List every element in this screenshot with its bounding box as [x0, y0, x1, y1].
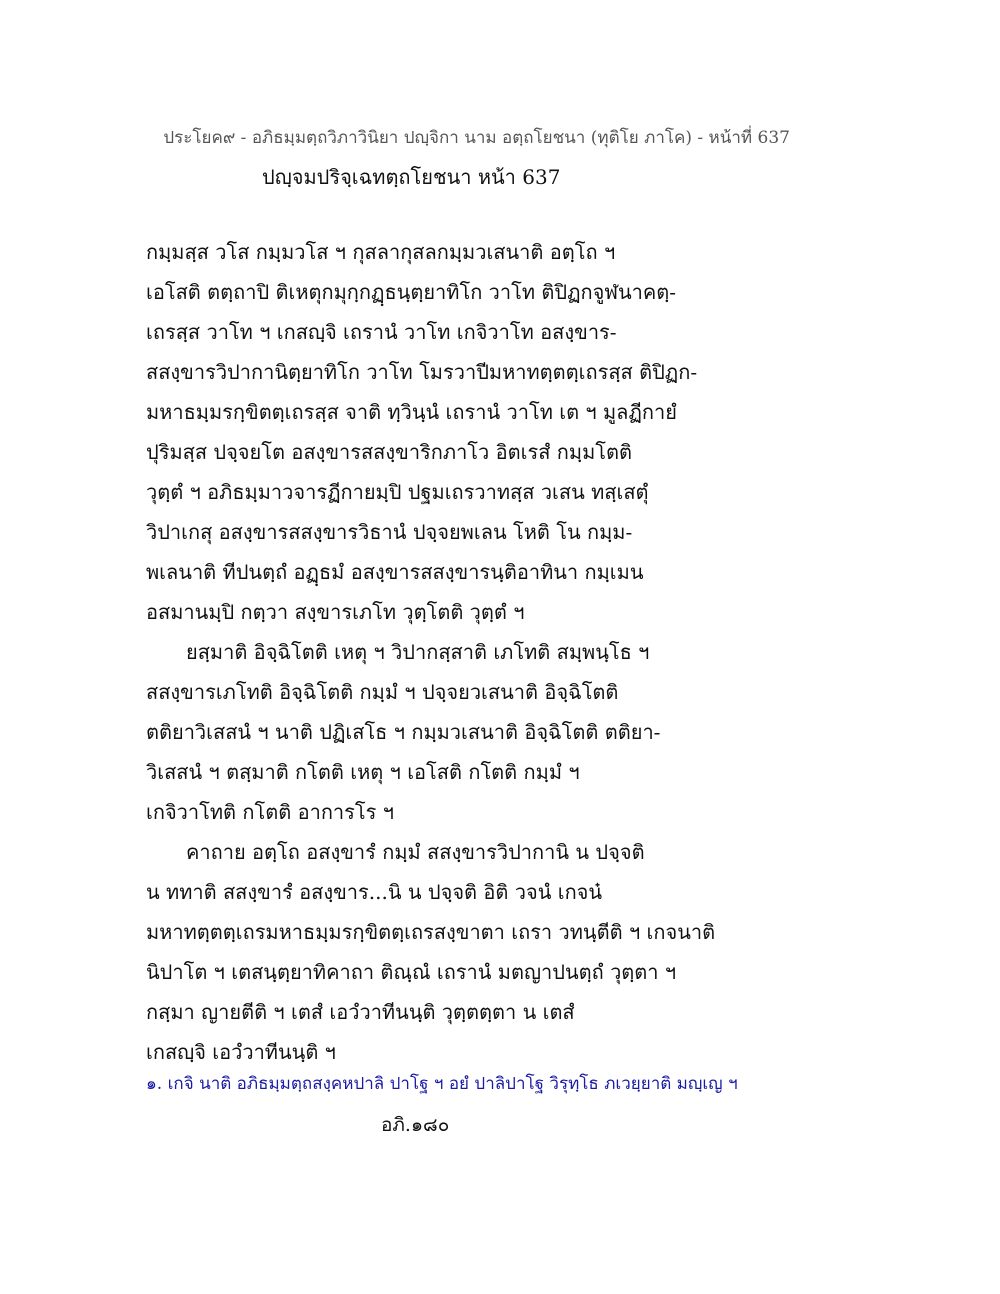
- body-line: เกสญฺจิ เอวํวาทีนนฺติ ฯ: [146, 1040, 336, 1064]
- paragraph-start-line: คาถาย อตฺโถ อสงฺขารํ กมฺมํ สสงฺขารวิปากานิ น ปจฺจติ: [186, 840, 645, 864]
- body-line: สสงฺขารวิปากานิตฺยาทิโก วาโท โมรวาปีมหาทตฺตตฺเถรสฺส ติปิฏก-: [146, 360, 698, 384]
- body-line: วิเสสนํ ฯ ตสฺมาติ กโตติ เหตุ ฯ เอโสติ กโตติ กมฺมํ ฯ: [146, 760, 580, 784]
- running-header: ประโยค๙ - อภิธมฺมตฺถวิภาวินิยา ปญฺจิกา นาม อตฺถโยชนา (ทุติโย ภาโค) - หน้าที่ 637: [163, 128, 790, 148]
- body-line: เถรสฺส วาโท ฯ เกสญฺจิ เถรานํ วาโท เกจิวาโท อสงฺขาร-: [146, 320, 617, 344]
- body-line: ปุริมสฺส ปจฺจยโต อสงฺขารสสงฺขาริกภาโว อิตเรสํ กมฺมโตติ: [146, 440, 632, 464]
- body-line: ตติยาวิเสสนํ ฯ นาติ ปฏิเสโธ ฯ กมฺมวเสนาติ อิจฺฉิโตติ ตติยา-: [146, 720, 661, 744]
- body-line: วุตฺตํ ฯ อภิธมฺมาวจารฏีกายมฺปิ ปฐมเถรวาทสฺส วเสน ทสฺเสตุํ: [146, 480, 649, 504]
- body-line: น ททาติ สสงฺขารํ อสงฺขาร...นิ น ปจฺจติ อิติ วจนํ เกจน๋: [146, 880, 603, 904]
- footnote: ๑. เกจิ นาติ อภิธมฺมตฺถสงฺคหปาลิ ปาโฐ ฯ อยํ ปาลิปาโฐ วิรุทฺโธ ภเวยฺยาติ มญฺเญ ฯ: [146, 1074, 738, 1094]
- body-line: วิปาเกสุ อสงฺขารสสงฺขารวิธานํ ปจฺจยพเลน โหติ โน กมฺม-: [146, 520, 633, 544]
- body-line: กมฺมสฺส วโส กมฺมวโส ฯ กุสลากุสลกมฺมวเสนาติ อตฺโถ ฯ: [146, 240, 616, 264]
- page-reference: อภิ.๑๘๐: [381, 1114, 450, 1136]
- body-line: กสฺมา ญายตีติ ฯ เตสํ เอวํวาทีนนฺติ วุตฺตตฺตา น เตสํ: [146, 1000, 575, 1024]
- paragraph-start-line: ยสฺมาติ อิจฺฉิโตติ เหตุ ฯ วิปากสฺสาติ เภโทติ สมฺพนฺโธ ฯ: [186, 640, 650, 664]
- body-line: นิปาโต ฯ เตสนฺตฺยาทิคาถา ติณฺณํ เถรานํ มตญาปนตฺถํ วุตฺตา ฯ: [146, 960, 677, 984]
- section-title: ปญฺจมปริจฺเฉทตฺถโยชนา หน้า 637: [262, 165, 561, 189]
- body-text: [146, 232, 866, 1072]
- body-line: มหาทตฺตตฺเถรมหาธมฺมรกฺขิตตฺเถรสงฺขาตา เถรา วทนฺตีติ ฯ เกจนาติ: [146, 920, 716, 944]
- body-line: มหาธมฺมรกฺขิตตฺเถรสฺส จาติ ทฺวินฺนํ เถรานํ วาโท เต ฯ มูลฏีกายํ: [146, 400, 677, 424]
- body-line: อสมานมฺปิ กตฺวา สงฺขารเภโท วุตฺโตติ วุตฺตํ ฯ: [146, 600, 525, 624]
- body-line: สสงฺขารเภโทติ อิจฺฉิโตติ กมฺมํ ฯ ปจฺจยวเสนาติ อิจฺฉิโตติ: [146, 680, 619, 704]
- body-line: เอโสติ ตตฺถาปิ ติเหตุกมุกฺกฏฺธนฺตฺยาทิโก วาโท ติปิฏกจูฬนาคตฺ-: [146, 280, 677, 304]
- body-line: เกจิวาโทติ กโตติ อาการโร ฯ: [146, 800, 394, 824]
- body-line: พเลนาติ ทีปนตฺถํ อฏฺธมํ อสงฺขารสสงฺขารนฺติอาทินา กมฺเมน: [146, 560, 644, 584]
